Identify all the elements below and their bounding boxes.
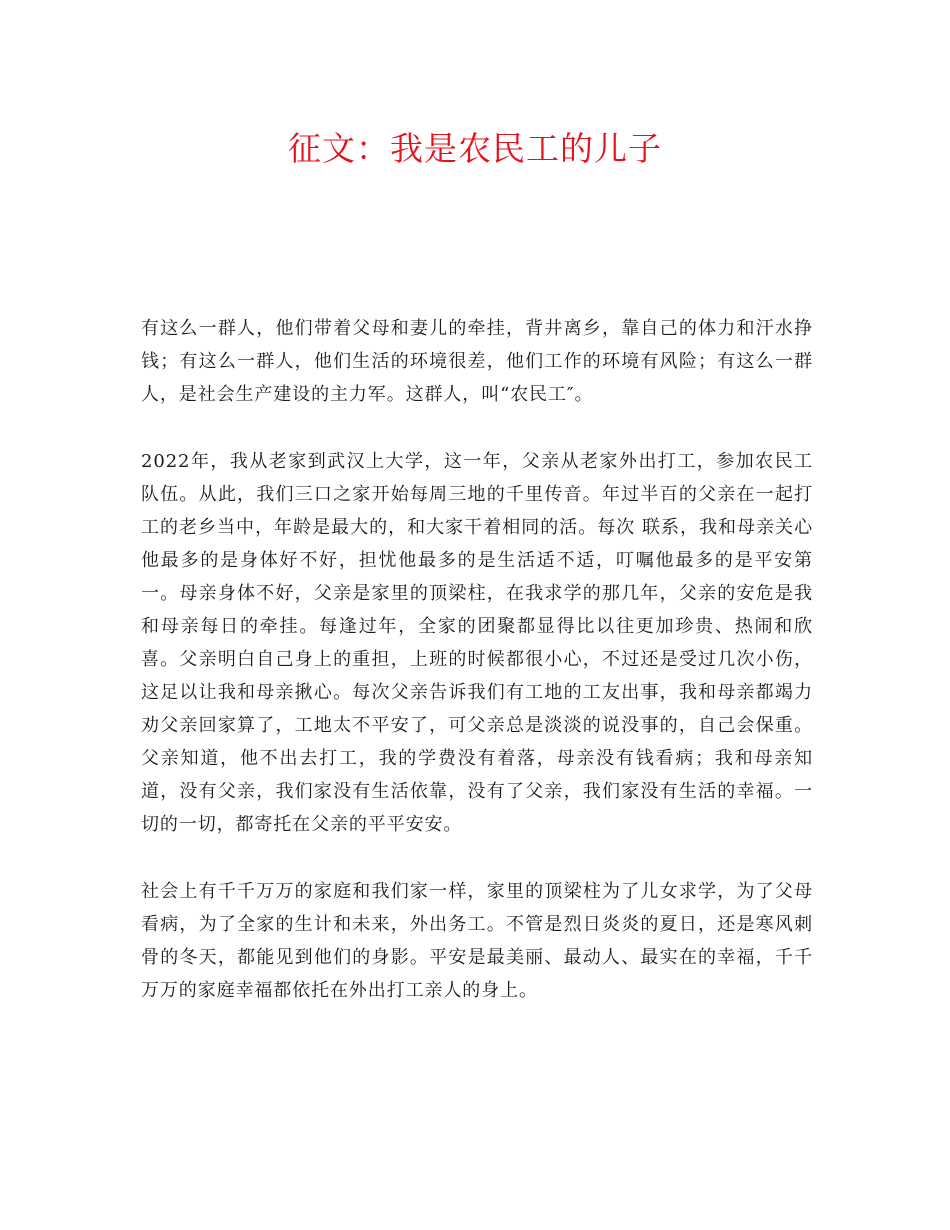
- paragraph-father-story: 2022年，我从老家到武汉上大学，这一年，父亲从老家外出打工，参加农民工队伍。从此，我们三口之家开始每周三地的千里传音。年过半百的父亲在一起打工的老乡当中，年龄是最大的，和大家干着相同的活。每次 联系，我和母亲关心他最多的是身体好不好，担忧他最多的是生活适不适，叮嘱他最多的是平安第一。母亲身体不好，父亲是家里的顶梁柱，在我求学的那几年，父亲的安危是我和母亲每日的牵挂。每逢过年，全家的团聚都显得比以往更加珍贵、热闹和欣喜。父亲明白自己身上的重担，上班的时候都很小心，不过还是受过几次小伤，这足以让我和母亲揪心。每次父亲告诉我们有工地的工友出事，我和母亲都竭力劝父亲回家算了，工地太不平安了，可父亲总是淡淡的说没事的，自己会保重。父亲知道，他不出去打工，我的学费没有着落，母亲没有钱看病；我和母亲知道，没有父亲，我们家没有生活依靠，没有了父亲，我们家没有生活的幸福。一切的一切，都寄托在父亲的平平安安。: [141, 451, 813, 835]
- page-title: 征文：我是农民工的儿子: [288, 129, 662, 168]
- paragraph-conclusion: 社会上有千千万万的家庭和我们家一样，家里的顶梁柱为了儿女求学，为了父母看病，为了全家的生计和未来，外出务工。不管是烈日炎炎的夏日，还是寒风刺骨的冬天，都能见到他们的身影。平安是最美丽、最动人、最实在的幸福，千千万万的家庭幸福都依托在外出打工亲人的身上。: [141, 881, 813, 1001]
- article-body: [141, 312, 813, 1041]
- paragraph-intro: 有这么一群人，他们带着父母和妻儿的牵挂，背井离乡，靠自己的体力和汗水挣钱；有这么一群人，他们生活的环境很差，他们工作的环境有风险；有这么一群人，是社会生产建设的主力军。这群人，叫“农民工″。: [141, 318, 813, 405]
